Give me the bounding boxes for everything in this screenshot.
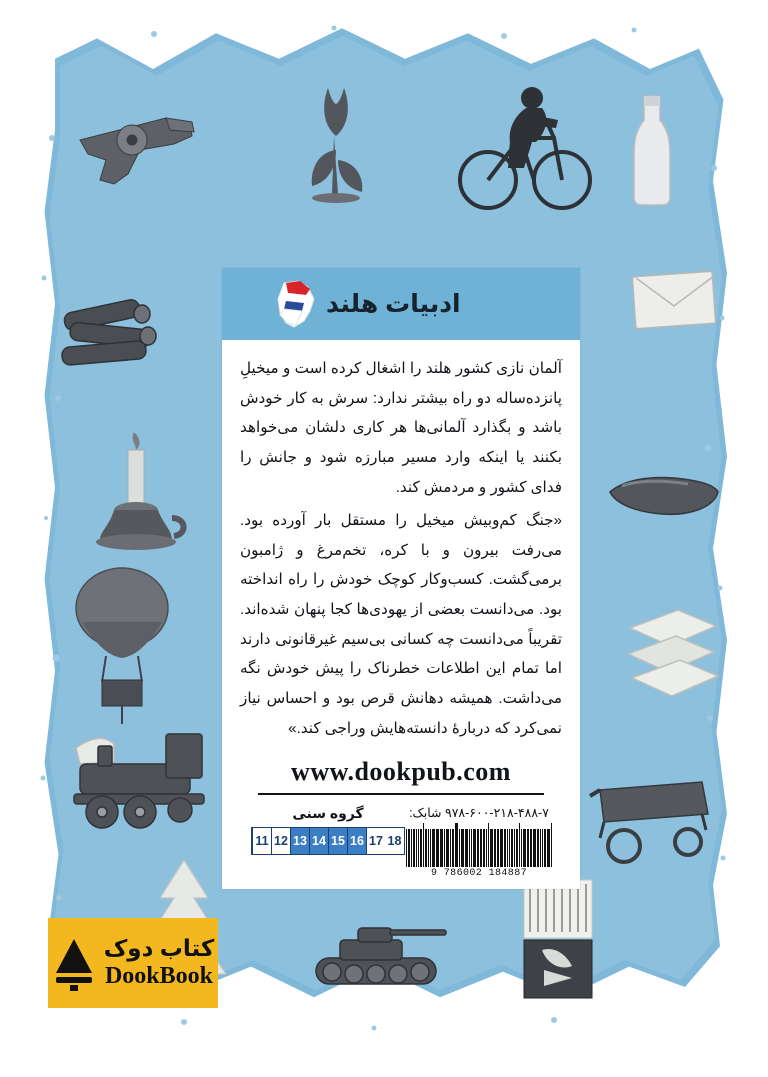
steam-locomotive-icon <box>62 718 222 838</box>
candle-icon <box>86 414 196 564</box>
blurb-paragraph-1: آلمان نازی کشور هلند را اشغال کرده است و میخیلِ پانزده‌ساله دو راه بیشتر ندارد: سرش به کار خودش باشد و بگذارد آلمانی‌ها هر کاری دلشان می‌خواهد بکنند یا اینکه وارد مسیر مبارزه شود و جانش را فدای کشور و مردمش کند. <box>240 360 562 496</box>
barcode-digits: 9 786002 184887 <box>430 868 527 880</box>
isbn-label: شابک: <box>409 806 442 821</box>
matchbox-icon <box>514 874 604 1004</box>
panel-header <box>222 268 580 340</box>
divider-rule <box>258 793 544 795</box>
publisher-website[interactable]: www.dookpub.com <box>291 757 511 787</box>
barcode-block <box>406 805 552 879</box>
age-value-11: 11 <box>252 828 271 854</box>
cyclist-icon <box>454 76 594 216</box>
age-group-scale <box>251 827 405 855</box>
isbn-value: ۹۷۸-۶۰۰-۲۱۸-۴۸۸-۷ <box>444 806 549 821</box>
age-group-block <box>250 805 406 879</box>
tulip-icon <box>302 80 372 205</box>
age-value-13: 13 <box>290 828 309 854</box>
blurb-paragraph-2: «جنگ کم‌وبیش میخیل را مستقل بار آورده بود. می‌رفت بیرون و با کره، تخم‌مرغ و ژامبون برمی‌گشت. کسب‌وکار کوچک خودش را راه انداخته بود. می‌دانست بعضی از یهودی‌ها کجا پنهان شده‌اند. تقریباً می‌دانست چه کسانی بی‌سیم غیرقانونی دارند اما تمام این اطلاعات خطرناک را پیش خودش نگه می‌داشت. همیشه دهانش قرص بود و احساس نیاز نمی‌کرد که دربارهٔ دانسته‌هایش وراجی کند.» <box>240 512 562 737</box>
age-value-14: 14 <box>309 828 328 854</box>
back-cover-text-panel <box>222 268 580 889</box>
netherlands-map-icon <box>264 273 326 335</box>
revolver-icon <box>70 88 200 198</box>
milk-bottle-icon <box>622 90 682 210</box>
envelope-icon <box>630 268 720 334</box>
tank-icon <box>306 908 456 1008</box>
publisher-name-en: DookBook <box>104 963 214 990</box>
hot-air-balloon-icon <box>62 556 182 726</box>
age-value-12: 12 <box>271 828 290 854</box>
barcode-image <box>406 823 552 867</box>
publisher-name-fa: کتاب دوک <box>103 935 215 962</box>
book-back-cover <box>34 18 734 1038</box>
age-group-label: گروه سنی <box>292 805 364 822</box>
age-value-18: 18 <box>385 828 404 854</box>
age-value-15: 15 <box>328 828 347 854</box>
series-title: ادبیات هلند <box>326 290 461 318</box>
panel-footer <box>240 805 562 889</box>
firewood-logs-icon <box>56 286 166 376</box>
isbn-line <box>406 805 552 820</box>
age-value-17: 17 <box>366 828 385 854</box>
sandwich-icon <box>620 604 726 700</box>
book-dook-logo-icon <box>52 933 96 993</box>
handcart-icon <box>584 760 724 870</box>
publisher-logo-text <box>104 936 215 990</box>
panel-body <box>222 340 580 889</box>
wooden-shoe-icon <box>604 450 724 530</box>
age-value-16: 16 <box>347 828 366 854</box>
publisher-logo[interactable] <box>48 918 218 1008</box>
